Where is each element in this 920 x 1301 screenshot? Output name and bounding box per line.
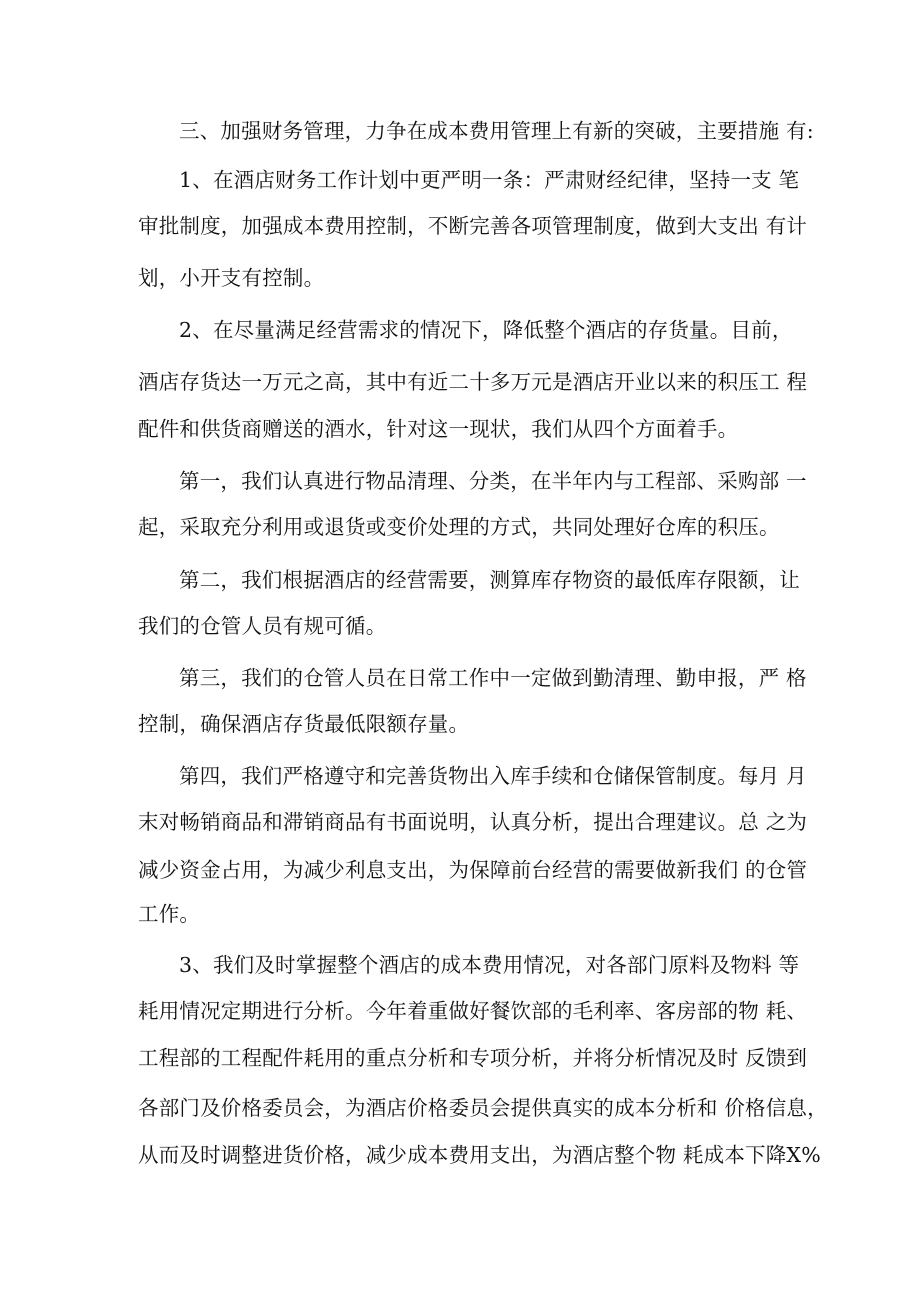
paragraph-line: 起，采取充分利用或退货或变价处理的方式，共同处理好仓库的积压。	[138, 515, 780, 539]
paragraph-line: 第一，我们认真进行物品清理、分类，在半年内与工程部、采购部 一	[179, 469, 807, 493]
paragraph-line: 3、我们及时掌握整个酒店的成本费用情况，对各部门原料及物料 等	[179, 953, 800, 977]
paragraph-line: 第二，我们根据酒店的经营需要，测算库存物资的最低库存限额，让	[179, 568, 800, 592]
paragraph-line: 1、在酒店财务工作计划中更严明一条：严肃财经纪律，坚持一支 笔	[179, 168, 800, 192]
paragraph-line: 从而及时调整进货价格，减少成本费用支出，为酒店整个物 耗成本下降X%	[138, 1143, 821, 1167]
paragraph-line: 审批制度，加强成本费用控制，不断完善各项管理制度，做到大支出 有计	[138, 214, 808, 238]
paragraph-line: 控制，确保酒店存货最低限额存量。	[138, 712, 470, 736]
paragraph-line: 工作。	[138, 902, 201, 926]
paragraph-line: 配件和供货商赠送的酒水，针对这一现状，我们从四个方面着手。	[138, 417, 739, 441]
paragraph-line: 我们的仓管人员有规可循。	[138, 614, 387, 638]
paragraph-line: 划，小开支有控制。	[138, 266, 325, 290]
paragraph-line: 末对畅销商品和滞销商品有书面说明，认真分析，提出合理建议。总 之为	[138, 810, 808, 834]
paragraph-line: 第四，我们严格遵守和完善货物出入库手续和仓储保管制度。每月 月	[179, 764, 807, 788]
paragraph-line: 工程部的工程配件耗用的重点分析和专项分析，并将分析情况及时 反馈到	[138, 1046, 808, 1070]
paragraph-line: 2、在尽量满足经营需求的情况下，降低整个酒店的存货量。目前，	[179, 318, 793, 342]
paragraph-line: 耗用情况定期进行分析。今年着重做好餐饮部的毛利率、客房部的物 耗、	[138, 999, 808, 1023]
paragraph-line: 各部门及价格委员会，为酒店价格委员会提供真实的成本分析和 价格信息，	[138, 1096, 828, 1120]
section-heading: 三、加强财务管理，力争在成本费用管理上有新的突破，主要措施 有:	[179, 119, 814, 143]
paragraph-line: 减少资金占用，为减少利息支出，为保障前台经营的需要做新我们 的仓管	[138, 858, 808, 882]
paragraph-line: 第三，我们的仓管人员在日常工作中一定做到勤清理、勤申报，严 格	[179, 666, 807, 690]
paragraph-line: 酒店存货达一万元之高，其中有近二十多万元是酒店开业以来的积压工 程	[138, 370, 808, 394]
